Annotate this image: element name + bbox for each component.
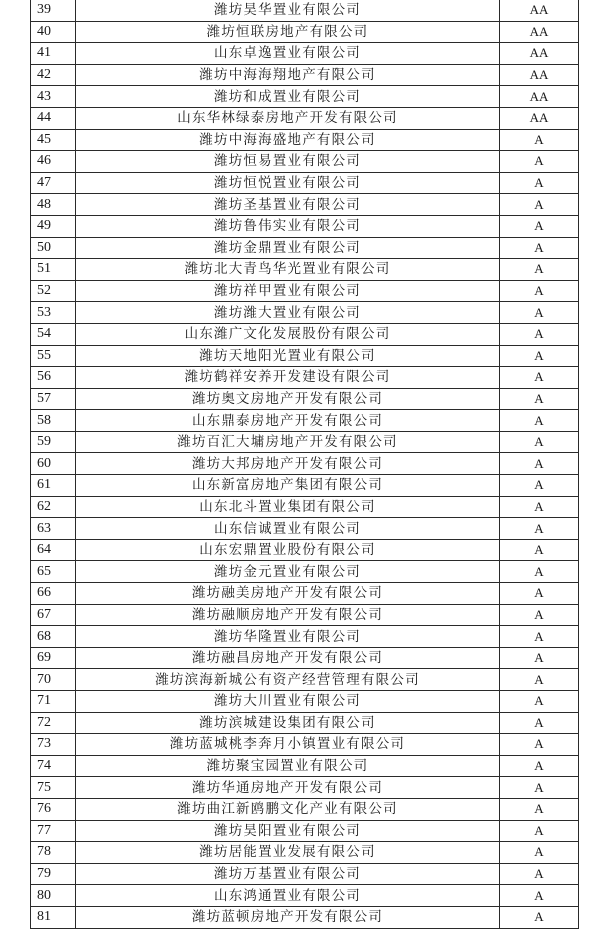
row-number: 79 xyxy=(31,863,76,885)
row-number: 81 xyxy=(31,906,76,928)
company-name: 潍坊居能置业发展有限公司 xyxy=(76,842,500,864)
row-number: 68 xyxy=(31,626,76,648)
credit-grade: A xyxy=(500,820,579,842)
credit-grade: A xyxy=(500,755,579,777)
table-row xyxy=(31,64,579,86)
credit-grade: A xyxy=(500,475,579,497)
company-name: 潍坊华通房地产开发有限公司 xyxy=(76,777,500,799)
company-name: 潍坊中海海盛地产有限公司 xyxy=(76,129,500,151)
table-row xyxy=(31,345,579,367)
table-row xyxy=(31,561,579,583)
table-row xyxy=(31,669,579,691)
credit-grade: A xyxy=(500,237,579,259)
table-row xyxy=(31,626,579,648)
table-row xyxy=(31,388,579,410)
row-number: 53 xyxy=(31,302,76,324)
credit-grade: A xyxy=(500,863,579,885)
row-number: 73 xyxy=(31,734,76,756)
company-name: 潍坊和成置业有限公司 xyxy=(76,86,500,108)
company-name: 潍坊天地阳光置业有限公司 xyxy=(76,345,500,367)
company-name: 潍坊北大青鸟华光置业有限公司 xyxy=(76,259,500,281)
credit-grade: A xyxy=(500,302,579,324)
table-body xyxy=(31,0,579,928)
credit-grade: A xyxy=(500,906,579,928)
table-row xyxy=(31,215,579,237)
credit-grade: A xyxy=(500,172,579,194)
company-name: 潍坊蓝城桃李奔月小镇置业有限公司 xyxy=(76,734,500,756)
table-row xyxy=(31,259,579,281)
company-name: 潍坊恒悦置业有限公司 xyxy=(76,172,500,194)
company-name: 山东卓逸置业有限公司 xyxy=(76,43,500,65)
table-row xyxy=(31,842,579,864)
row-number: 44 xyxy=(31,107,76,129)
company-name: 山东华林绿泰房地产开发有限公司 xyxy=(76,107,500,129)
credit-grade: A xyxy=(500,885,579,907)
company-name: 潍坊融顺房地产开发有限公司 xyxy=(76,604,500,626)
row-number: 77 xyxy=(31,820,76,842)
company-name: 潍坊恒易置业有限公司 xyxy=(76,151,500,173)
row-number: 75 xyxy=(31,777,76,799)
table-row xyxy=(31,172,579,194)
credit-grade: A xyxy=(500,669,579,691)
credit-grade: AA xyxy=(500,21,579,43)
row-number: 42 xyxy=(31,64,76,86)
company-name: 潍坊鲁伟实业有限公司 xyxy=(76,215,500,237)
row-number: 70 xyxy=(31,669,76,691)
row-number: 39 xyxy=(31,0,76,21)
credit-grade: A xyxy=(500,323,579,345)
credit-grade: A xyxy=(500,496,579,518)
company-name: 潍坊奥文房地产开发有限公司 xyxy=(76,388,500,410)
row-number: 69 xyxy=(31,647,76,669)
credit-grade: A xyxy=(500,259,579,281)
credit-grade: A xyxy=(500,151,579,173)
table-row xyxy=(31,712,579,734)
row-number: 60 xyxy=(31,453,76,475)
row-number: 56 xyxy=(31,367,76,389)
table-row xyxy=(31,734,579,756)
table-row xyxy=(31,798,579,820)
row-number: 45 xyxy=(31,129,76,151)
credit-grade: A xyxy=(500,345,579,367)
credit-grade: A xyxy=(500,626,579,648)
table-row xyxy=(31,475,579,497)
row-number: 62 xyxy=(31,496,76,518)
row-number: 48 xyxy=(31,194,76,216)
row-number: 50 xyxy=(31,237,76,259)
company-name: 山东鼎泰房地产开发有限公司 xyxy=(76,410,500,432)
company-name: 潍坊聚宝园置业有限公司 xyxy=(76,755,500,777)
credit-grade: A xyxy=(500,194,579,216)
company-name: 潍坊大川置业有限公司 xyxy=(76,691,500,713)
table-row xyxy=(31,777,579,799)
company-name: 潍坊华隆置业有限公司 xyxy=(76,626,500,648)
credit-grade: A xyxy=(500,388,579,410)
row-number: 76 xyxy=(31,798,76,820)
table-row xyxy=(31,323,579,345)
credit-grade: A xyxy=(500,798,579,820)
credit-grade: AA xyxy=(500,64,579,86)
company-name: 潍坊昊阳置业有限公司 xyxy=(76,820,500,842)
row-number: 72 xyxy=(31,712,76,734)
credit-grade: A xyxy=(500,647,579,669)
company-name: 山东信诚置业有限公司 xyxy=(76,518,500,540)
table-row xyxy=(31,647,579,669)
company-name: 潍坊鹤祥安养开发建设有限公司 xyxy=(76,367,500,389)
credit-grade: A xyxy=(500,453,579,475)
company-name: 山东宏鼎置业股份有限公司 xyxy=(76,539,500,561)
credit-grade: A xyxy=(500,604,579,626)
row-number: 59 xyxy=(31,431,76,453)
table-row xyxy=(31,453,579,475)
table-row xyxy=(31,0,579,21)
company-name: 潍坊金鼎置业有限公司 xyxy=(76,237,500,259)
row-number: 71 xyxy=(31,691,76,713)
credit-grade: A xyxy=(500,280,579,302)
row-number: 67 xyxy=(31,604,76,626)
company-name: 潍坊滨城建设集团有限公司 xyxy=(76,712,500,734)
table-row xyxy=(31,885,579,907)
credit-grade: A xyxy=(500,518,579,540)
credit-grade: A xyxy=(500,777,579,799)
company-name: 潍坊融昌房地产开发有限公司 xyxy=(76,647,500,669)
row-number: 51 xyxy=(31,259,76,281)
row-number: 40 xyxy=(31,21,76,43)
company-rating-table-container xyxy=(30,0,578,929)
table-row xyxy=(31,539,579,561)
row-number: 63 xyxy=(31,518,76,540)
table-row xyxy=(31,280,579,302)
table-row xyxy=(31,863,579,885)
table-row xyxy=(31,86,579,108)
table-row xyxy=(31,604,579,626)
table-row xyxy=(31,691,579,713)
credit-grade: A xyxy=(500,561,579,583)
table-row xyxy=(31,496,579,518)
credit-grade: A xyxy=(500,691,579,713)
row-number: 47 xyxy=(31,172,76,194)
row-number: 65 xyxy=(31,561,76,583)
credit-grade: A xyxy=(500,539,579,561)
company-name: 潍坊蓝顿房地产开发有限公司 xyxy=(76,906,500,928)
table-row xyxy=(31,583,579,605)
row-number: 43 xyxy=(31,86,76,108)
credit-grade: AA xyxy=(500,86,579,108)
company-name: 潍坊滨海新城公有资产经营管理有限公司 xyxy=(76,669,500,691)
table-row xyxy=(31,755,579,777)
company-rating-table xyxy=(30,0,579,929)
row-number: 52 xyxy=(31,280,76,302)
company-name: 潍坊万基置业有限公司 xyxy=(76,863,500,885)
row-number: 57 xyxy=(31,388,76,410)
table-row xyxy=(31,107,579,129)
table-row xyxy=(31,410,579,432)
row-number: 66 xyxy=(31,583,76,605)
row-number: 58 xyxy=(31,410,76,432)
row-number: 41 xyxy=(31,43,76,65)
row-number: 55 xyxy=(31,345,76,367)
row-number: 61 xyxy=(31,475,76,497)
credit-grade: A xyxy=(500,842,579,864)
company-name: 潍坊曲江新鸥鹏文化产业有限公司 xyxy=(76,798,500,820)
row-number: 80 xyxy=(31,885,76,907)
company-name: 潍坊金元置业有限公司 xyxy=(76,561,500,583)
credit-grade: A xyxy=(500,410,579,432)
table-row xyxy=(31,518,579,540)
company-name: 潍坊圣基置业有限公司 xyxy=(76,194,500,216)
table-row xyxy=(31,820,579,842)
company-name: 潍坊昊华置业有限公司 xyxy=(76,0,500,21)
company-name: 潍坊大邦房地产开发有限公司 xyxy=(76,453,500,475)
company-name: 潍坊祥甲置业有限公司 xyxy=(76,280,500,302)
table-row xyxy=(31,237,579,259)
company-name: 潍坊百汇大墉房地产开发有限公司 xyxy=(76,431,500,453)
table-row xyxy=(31,151,579,173)
row-number: 54 xyxy=(31,323,76,345)
company-name: 山东鸿通置业有限公司 xyxy=(76,885,500,907)
credit-grade: A xyxy=(500,712,579,734)
row-number: 78 xyxy=(31,842,76,864)
company-name: 山东新富房地产集团有限公司 xyxy=(76,475,500,497)
credit-grade: AA xyxy=(500,0,579,21)
table-row xyxy=(31,129,579,151)
credit-grade: A xyxy=(500,734,579,756)
table-row xyxy=(31,21,579,43)
credit-grade: A xyxy=(500,367,579,389)
credit-grade: AA xyxy=(500,107,579,129)
credit-grade: A xyxy=(500,583,579,605)
table-row xyxy=(31,367,579,389)
credit-grade: AA xyxy=(500,43,579,65)
row-number: 46 xyxy=(31,151,76,173)
company-name: 潍坊中海海翔地产有限公司 xyxy=(76,64,500,86)
row-number: 64 xyxy=(31,539,76,561)
credit-grade: A xyxy=(500,431,579,453)
credit-grade: A xyxy=(500,215,579,237)
table-row xyxy=(31,906,579,928)
company-name: 潍坊潍大置业有限公司 xyxy=(76,302,500,324)
company-name: 山东潍广文化发展股份有限公司 xyxy=(76,323,500,345)
credit-grade: A xyxy=(500,129,579,151)
table-row xyxy=(31,194,579,216)
table-row xyxy=(31,43,579,65)
company-name: 山东北斗置业集团有限公司 xyxy=(76,496,500,518)
company-name: 潍坊融美房地产开发有限公司 xyxy=(76,583,500,605)
table-row xyxy=(31,302,579,324)
row-number: 49 xyxy=(31,215,76,237)
row-number: 74 xyxy=(31,755,76,777)
table-row xyxy=(31,431,579,453)
company-name: 潍坊恒联房地产有限公司 xyxy=(76,21,500,43)
